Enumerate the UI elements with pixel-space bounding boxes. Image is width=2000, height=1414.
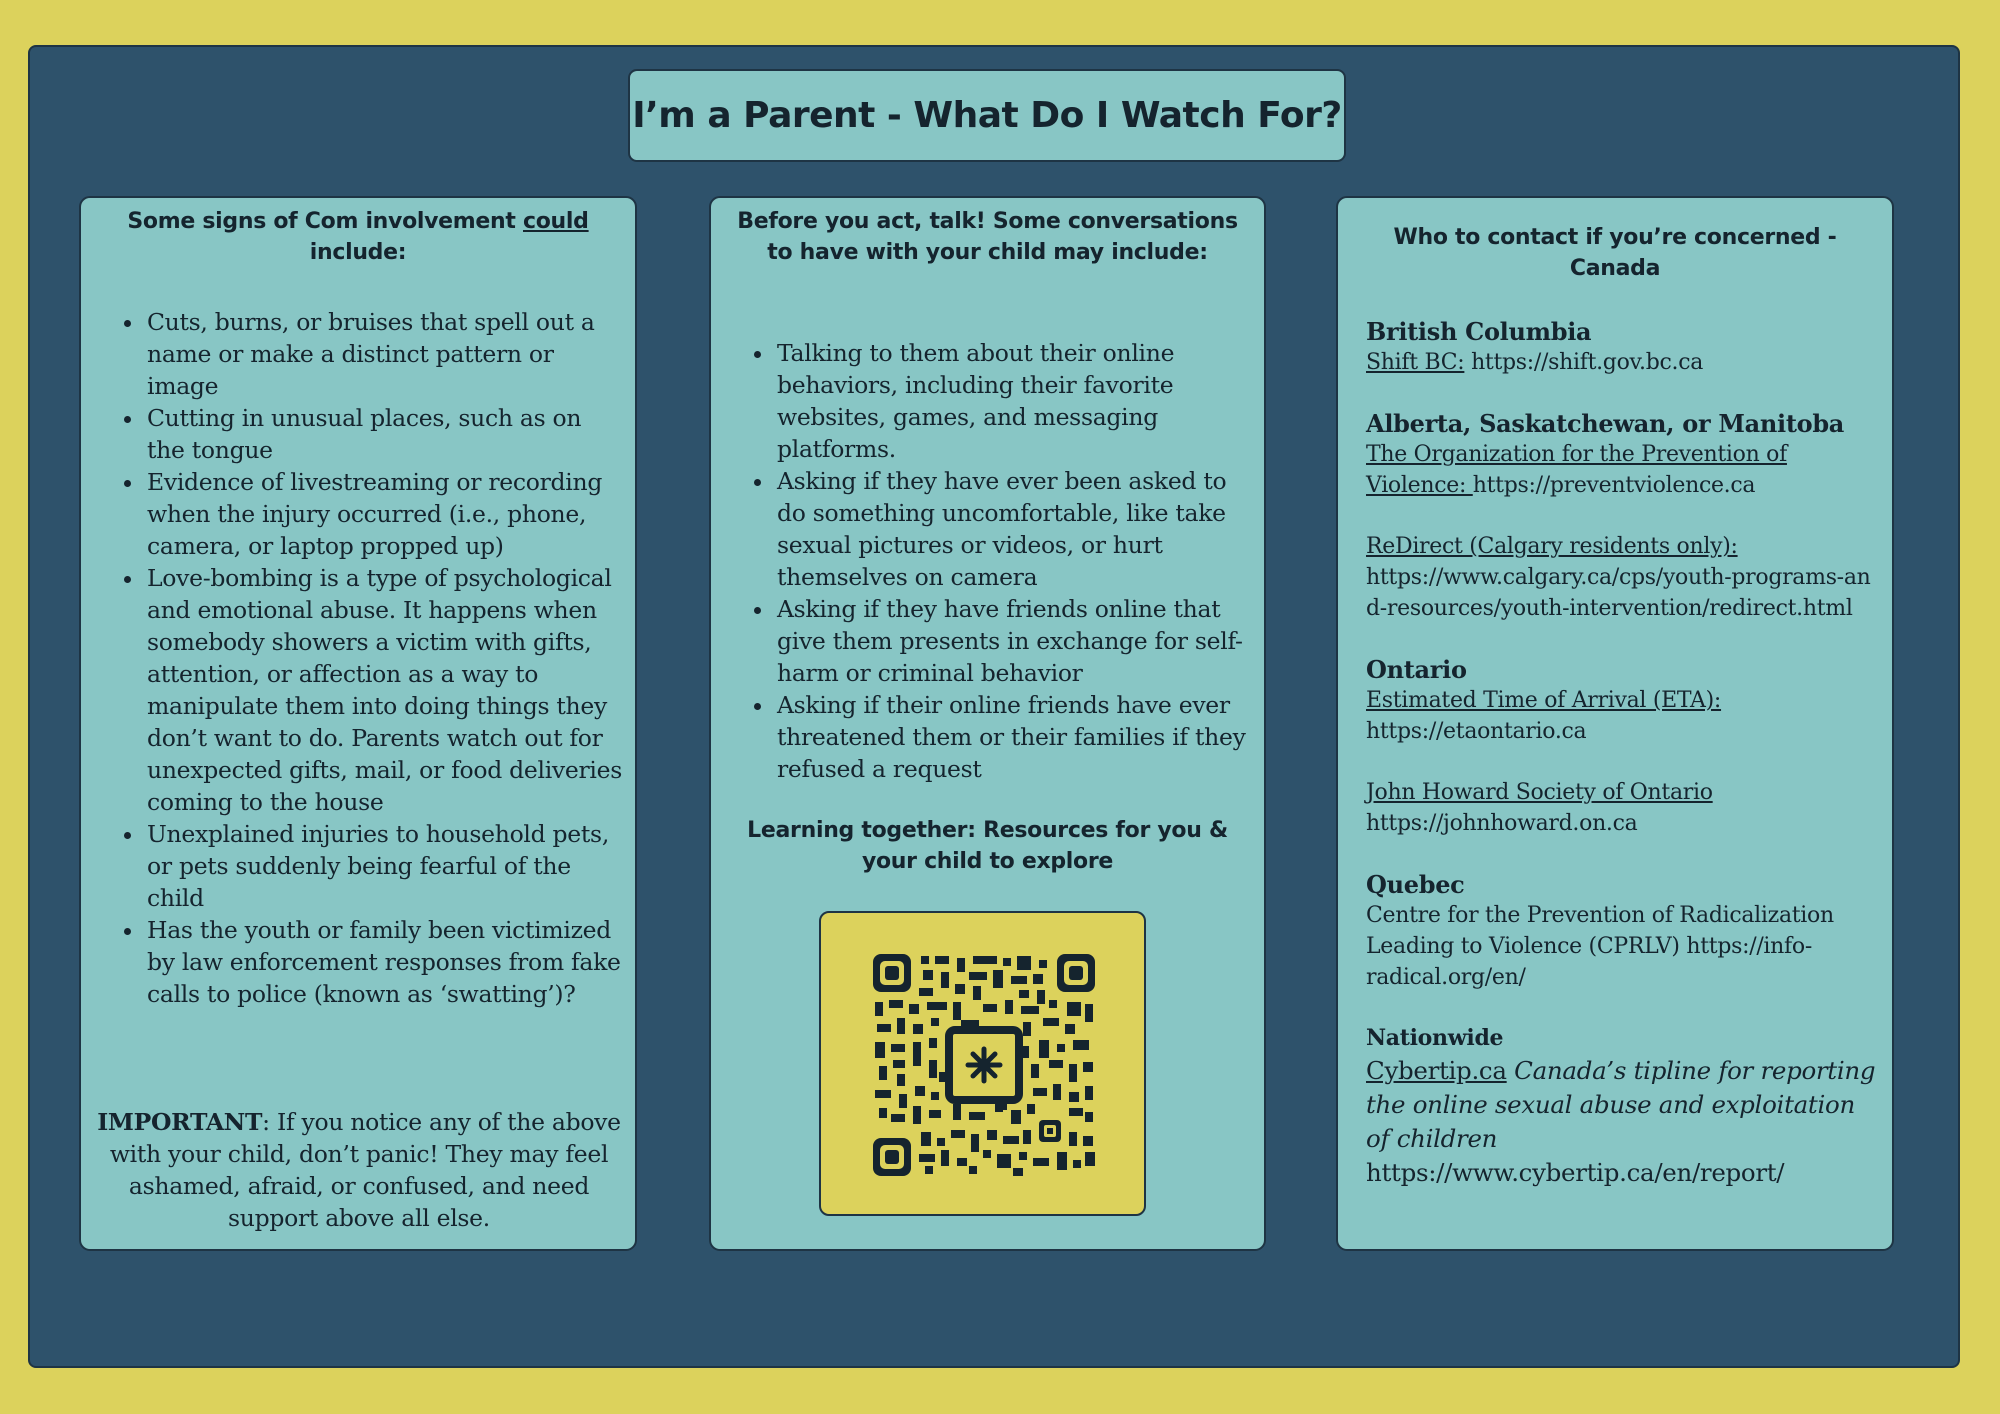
contact-link-cybertip[interactable]: Cybertip.ca	[1366, 1056, 1507, 1085]
contact-url[interactable]: https://shift.gov.bc.ca	[1464, 350, 1704, 375]
list-item: • Asking if they have friends online that give them presents in exchange for self-harm or criminal behavior	[775, 593, 1252, 689]
important-note	[97, 1106, 621, 1234]
contact-url[interactable]: https://www.cybertip.ca/en/report/	[1366, 1158, 1785, 1187]
contact-entry-cprlv: Centre for the Prevention of Radicalization Leading to Violence (CPRLV) https://info-radical.org/en/	[1366, 903, 1834, 990]
contacts-panel	[1336, 196, 1894, 1251]
list-item: • Evidence of livestreaming or recording when the injury occurred (i.e., phone, camera, or laptop propped up)	[145, 466, 623, 562]
list-item: • Unexplained injuries to household pets, or pets suddenly being fearful of the child	[145, 818, 623, 914]
region-title-nationwide: Nationwide	[1366, 1025, 1504, 1051]
important-text: : If you notice any of the above with your child, don’t panic! They may feel ashamed, afraid, or confused, and need support above all else.	[109, 1108, 621, 1232]
contact-link-eta[interactable]: Estimated Time of Arrival (ETA):	[1366, 688, 1722, 713]
signs-heading-emphasis: could	[523, 209, 589, 234]
contact-url[interactable]: https://johnhoward.on.ca	[1366, 811, 1638, 836]
spacer	[1366, 747, 1880, 777]
page-title: I’m a Parent - What Do I Watch For?	[628, 69, 1346, 162]
conversations-list	[745, 337, 1252, 785]
contact-entry	[1366, 439, 1880, 501]
contact-entry	[1366, 1054, 1880, 1156]
contact-link-john-howard[interactable]: John Howard Society of Ontario	[1366, 780, 1713, 805]
list-item: • Talking to them about their online behaviors, including their favorite websites, games, and messaging platforms.	[775, 337, 1252, 465]
qr-code-icon[interactable]	[873, 954, 1095, 1176]
contact-entry	[1366, 531, 1880, 562]
list-item: • Cutting in unusual places, such as on the tongue	[145, 402, 623, 466]
spacer	[1366, 993, 1880, 1023]
contacts-list	[1366, 316, 1880, 1190]
list-item: • Has the youth or family been victimized by law enforcement responses from fake calls to police (known as ‘swatting’)?	[145, 914, 623, 1010]
important-label: IMPORTANT	[97, 1108, 263, 1136]
signs-heading	[101, 206, 615, 268]
list-item: • Love-bombing is a type of psychological and emotional abuse. It happens when somebody showers a victim with gifts, attention, or affection as a way to manipulate them into doing things they don’t want to do. Parents watch out for unexpected gifts, mail, or food deliveries coming to the house	[145, 562, 623, 818]
contact-link-redirect[interactable]: ReDirect (Calgary residents only):	[1366, 534, 1738, 559]
signs-heading-part: Some signs of Com involvement	[127, 209, 523, 234]
list-item: • Asking if they have ever been asked to do something uncomfortable, like take sexual pictures or videos, or hurt themselves on camera	[775, 465, 1252, 593]
list-item: • Asking if their online friends have ever threatened them or their families if they refused a request	[775, 689, 1252, 785]
contact-url[interactable]: https://www.calgary.ca/cps/youth-programs-and-resources/youth-intervention/redirect.html	[1366, 565, 1871, 621]
list-item: • Cuts, burns, or bruises that spell out a name or make a distinct pattern or image	[145, 306, 623, 402]
spacer	[1366, 501, 1880, 531]
resources-heading: Learning together: Resources for you & your child to explore	[747, 818, 1228, 874]
region-title-quebec: Quebec	[1366, 870, 1465, 899]
spacer	[1366, 378, 1880, 408]
contact-url[interactable]: https://preventviolence.ca	[1472, 473, 1756, 498]
region-title-bc: British Columbia	[1366, 317, 1592, 346]
contact-link-shift-bc[interactable]: Shift BC:	[1366, 350, 1465, 375]
cybertip-description: Canada’s tipline for reporting the online sexual abuse and exploitation of children	[1366, 1056, 1876, 1153]
signs-heading-part: include:	[309, 240, 407, 265]
contact-link-opv[interactable]: The Organization for the Prevention of Violence:	[1366, 442, 1787, 498]
spacer	[1366, 839, 1880, 869]
contact-url[interactable]: https://etaontario.ca	[1366, 719, 1587, 744]
spacer	[1366, 624, 1880, 654]
contact-entry	[1366, 347, 1880, 378]
conversations-panel	[709, 196, 1266, 1251]
region-title-prairies: Alberta, Saskatchewan, or Manitoba	[1366, 409, 1845, 438]
conversations-heading: Before you act, talk! Some conversations to have with your child may include:	[737, 209, 1238, 265]
contacts-heading: Who to contact if you’re concerned - Canada	[1393, 225, 1837, 281]
region-title-ontario: Ontario	[1366, 655, 1467, 684]
qr-code-card[interactable]	[819, 911, 1146, 1216]
signs-panel	[79, 196, 637, 1251]
signs-list	[115, 306, 623, 1010]
